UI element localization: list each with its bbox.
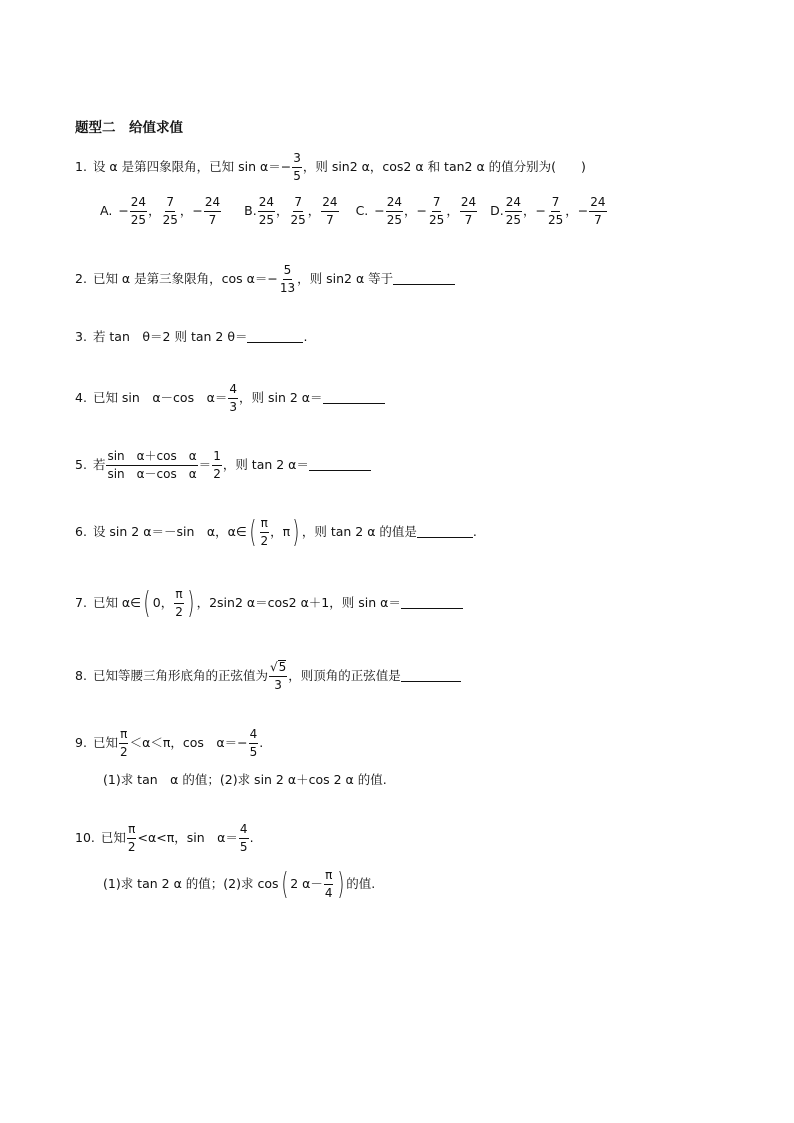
q8-tail: ，则顶角的正弦值是 (288, 667, 401, 683)
q10-number: 10. (75, 830, 95, 846)
question-6 (75, 514, 477, 550)
option-c[interactable]: C. − $\frac{24}{25}$ ，− $\frac{7}{25}$ ， 24 7 (355, 195, 477, 228)
q7-number: 7. (75, 595, 87, 611)
q1-options (100, 196, 608, 227)
q8-fraction: √5 3 (269, 660, 287, 693)
q1-tail: ，则 sin2 α，cos2 α 和 tan2 α 的值分别为( ) (302, 159, 586, 175)
q7-answer-blank[interactable] (401, 598, 463, 609)
question-3 (75, 331, 307, 344)
q4-lead: 已知 sin α－cos α＝ (92, 390, 228, 406)
section-title: 题型二 给值求值 (75, 120, 183, 136)
question-8 (75, 660, 461, 692)
q5-fraction-half: 1 2 (213, 449, 221, 482)
q5-lead: 若 (92, 457, 106, 473)
q7-lead: 已知 α∈ (92, 595, 142, 611)
q8-lead: 已知等腰三角形底角的正弦值为 (92, 667, 268, 683)
q2-answer-blank[interactable] (393, 274, 455, 285)
q4-tail: ，则 sin 2 α＝ (238, 390, 323, 406)
q10-subquestions: (1)求 tan 2 α 的值；(2)求 cos ( 2 α－ π 4 ) 的值. (103, 866, 376, 902)
q8-number: 8. (75, 667, 87, 683)
question-7 (75, 585, 463, 621)
q10-fraction-pi: π 2 (127, 822, 136, 855)
q6-end: . (472, 524, 477, 540)
q4-number: 4. (75, 390, 87, 406)
sqrt-icon: √ (269, 660, 278, 674)
option-b[interactable]: B. 24 25 ， 7 25 ， 24 7 (244, 195, 338, 228)
q2-number: 2. (75, 271, 87, 287)
question-2 (75, 264, 455, 295)
q7-interval: ( 0， π 2 ) (143, 585, 195, 621)
q1-number: 1. (75, 159, 87, 175)
question-4 (75, 383, 385, 414)
q5-tail: ，则 tan 2 α＝ (222, 457, 309, 473)
q3-text: 若 tan θ＝2 则 tan 2 θ＝ (92, 329, 248, 344)
q5-equals: ＝ (198, 457, 212, 473)
q7-tail: ，2sin2 α＝cos2 α＋1，则 sin α＝ (196, 595, 401, 611)
q9-number: 9. (75, 735, 87, 751)
q9-lead: 已知 (92, 735, 118, 751)
q9-fraction-pi: π 2 (119, 727, 128, 760)
q10-paren-expr: ( 2 α－ π 4 ) (280, 866, 344, 902)
q10-mid: <α<π，sin α＝ (137, 830, 238, 846)
q2-fraction: $\frac{5}{13}$ (279, 263, 296, 296)
q1-fraction: $\frac{3}{5}$ (293, 151, 301, 184)
q6-interval: ( π 2 ，π ) (249, 514, 300, 550)
option-d[interactable]: D. 24 25 ，− $\frac{7}{25}$ ，− $\frac{24}{7}$ (490, 195, 606, 228)
q10-fraction-sin: 4 5 (239, 822, 248, 855)
question-10 (75, 823, 254, 854)
q9-mid: ＜α＜π，cos α＝− (129, 735, 248, 751)
q6-number: 6. (75, 524, 87, 540)
q2-lead: 已知 α 是第三象限角，cos α＝− (92, 271, 278, 287)
q10-lead: 已知 (100, 830, 126, 846)
q10-tail: . (249, 830, 254, 846)
q3-answer-blank[interactable] (247, 332, 303, 343)
q5-answer-blank[interactable] (309, 460, 371, 471)
q4-answer-blank[interactable] (323, 393, 385, 404)
q6-lead: 设 sin 2 α＝－sin α，α∈ (92, 524, 247, 540)
q3-number: 3. (75, 329, 87, 344)
q6-tail: ，则 tan 2 α 的值是 (301, 524, 417, 540)
q2-tail: ，则 sin2 α 等于 (297, 271, 394, 287)
q6-answer-blank[interactable] (417, 527, 473, 538)
q8-answer-blank[interactable] (401, 671, 461, 682)
q9-fraction-cos: $\frac{4}{5}$ (249, 727, 258, 760)
q5-fraction-main: sin α＋cos α sin α－cos α (107, 449, 197, 482)
q3-tail: . (303, 329, 308, 344)
option-a[interactable]: A. − $\frac{24}{25}$ ， 7 25 ，− $\frac{24}{7}$ (100, 195, 221, 228)
question-5 (75, 450, 371, 481)
q5-number: 5. (75, 457, 87, 473)
q1-lead: 设 α 是第四象限角，已知 sin α＝− (92, 159, 292, 175)
question-9 (75, 728, 263, 759)
q9-subquestions: (1)求 tan α 的值；(2)求 sin 2 α＋cos 2 α 的值. (103, 772, 387, 787)
q4-fraction: 4 3 (229, 382, 237, 415)
q9-tail: . (259, 735, 264, 751)
question-1 (75, 152, 586, 183)
